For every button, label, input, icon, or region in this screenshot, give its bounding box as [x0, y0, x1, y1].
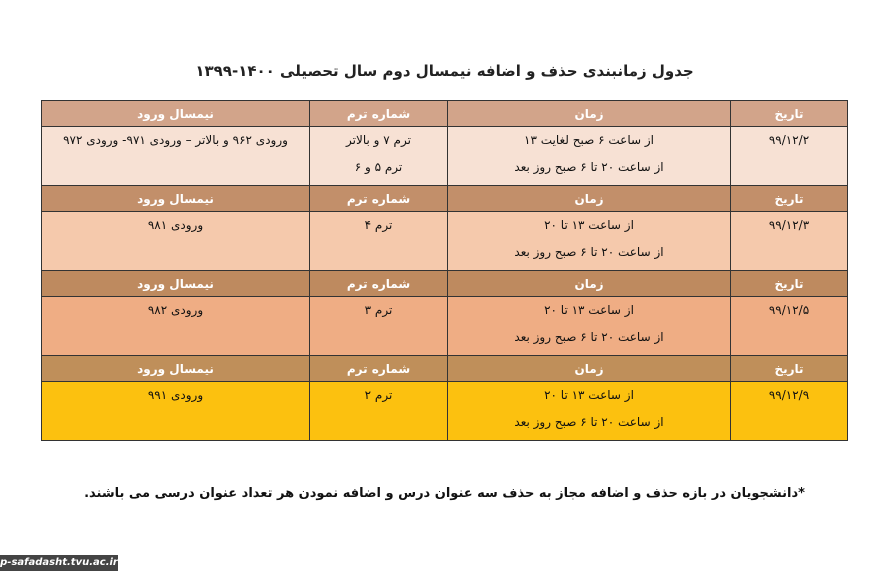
date-text: ۹۹/۱۲/۳	[768, 218, 810, 232]
cell-entry	[42, 297, 310, 356]
header-row	[42, 101, 848, 127]
header-entry: نیمسال ورود	[42, 101, 310, 127]
header-row	[42, 271, 848, 297]
header-entry: نیمسال ورود	[42, 186, 310, 212]
page-title: جدول زمانبندی حذف و اضافه نیمسال دوم سال تحصیلی ۱۴۰۰-۱۳۹۹	[195, 62, 694, 80]
header-date: تاریخ	[731, 186, 848, 212]
entry-text: ورودی ۹۸۲	[147, 303, 204, 317]
header-time: زمان	[448, 271, 731, 297]
cell-date	[731, 212, 848, 271]
date-text: ۹۹/۱۲/۹	[768, 388, 810, 402]
cell-entry	[42, 127, 310, 186]
header-row	[42, 186, 848, 212]
time-line: از ساعت ۲۰ تا ۶ صبح روز بعد	[514, 245, 664, 259]
header-term: شماره ترم	[310, 186, 448, 212]
time-line: از ساعت ۲۰ تا ۶ صبح روز بعد	[514, 330, 664, 344]
cell-time	[448, 297, 731, 356]
header-time: زمان	[448, 186, 731, 212]
header-date: تاریخ	[731, 101, 848, 127]
header-term: شماره ترم	[310, 101, 448, 127]
header-entry: نیمسال ورود	[42, 271, 310, 297]
cell-time	[448, 212, 731, 271]
site-url-badge: p-safadasht.tvu.ac.ir	[0, 555, 118, 571]
header-time: زمان	[448, 101, 731, 127]
header-time: زمان	[448, 356, 731, 382]
header-date: تاریخ	[731, 356, 848, 382]
time-line: از ساعت ۶ صبح لغایت ۱۳	[524, 133, 654, 147]
header-date: تاریخ	[731, 271, 848, 297]
table-row	[42, 127, 848, 186]
term-line: ترم ۵ و ۶	[354, 160, 403, 174]
header-row	[42, 356, 848, 382]
cell-date	[731, 127, 848, 186]
footnote: *دانشجویان در بازه حذف و اضافه مجاز به حذف سه عنوان درس و اضافه نمودن هر تعداد عنوان درسی می باشند.	[84, 486, 805, 501]
time-line: از ساعت ۲۰ تا ۶ صبح روز بعد	[514, 415, 664, 429]
date-text: ۹۹/۱۲/۲	[768, 133, 810, 147]
term-line: ترم ۴	[364, 218, 393, 232]
header-term: شماره ترم	[310, 356, 448, 382]
header-term: شماره ترم	[310, 271, 448, 297]
table-row	[42, 297, 848, 356]
cell-entry	[42, 212, 310, 271]
cell-term	[310, 297, 448, 356]
term-line: ترم ۳	[364, 303, 393, 317]
table-row	[42, 212, 848, 271]
time-line: از ساعت ۱۳ تا ۲۰	[544, 303, 634, 317]
cell-time	[448, 127, 731, 186]
cell-term	[310, 212, 448, 271]
cell-term	[310, 127, 448, 186]
entry-text: ورودی ۹۸۱	[147, 218, 204, 232]
cell-term	[310, 382, 448, 441]
term-line: ترم ۲	[364, 388, 393, 402]
term-line: ترم ۷ و بالاتر	[346, 133, 411, 147]
header-entry: نیمسال ورود	[42, 356, 310, 382]
entry-text: ورودی ۹۶۲ و بالاتر – ورودی ۹۷۱- ورودی ۹۷۲	[63, 133, 288, 147]
cell-date	[731, 297, 848, 356]
schedule-table	[41, 100, 848, 441]
time-line: از ساعت ۲۰ تا ۶ صبح روز بعد	[514, 160, 664, 174]
time-line: از ساعت ۱۳ تا ۲۰	[544, 388, 634, 402]
entry-text: ورودی ۹۹۱	[147, 388, 204, 402]
date-text: ۹۹/۱۲/۵	[768, 303, 810, 317]
table-row	[42, 382, 848, 441]
cell-entry	[42, 382, 310, 441]
cell-time	[448, 382, 731, 441]
time-line: از ساعت ۱۳ تا ۲۰	[544, 218, 634, 232]
cell-date	[731, 382, 848, 441]
